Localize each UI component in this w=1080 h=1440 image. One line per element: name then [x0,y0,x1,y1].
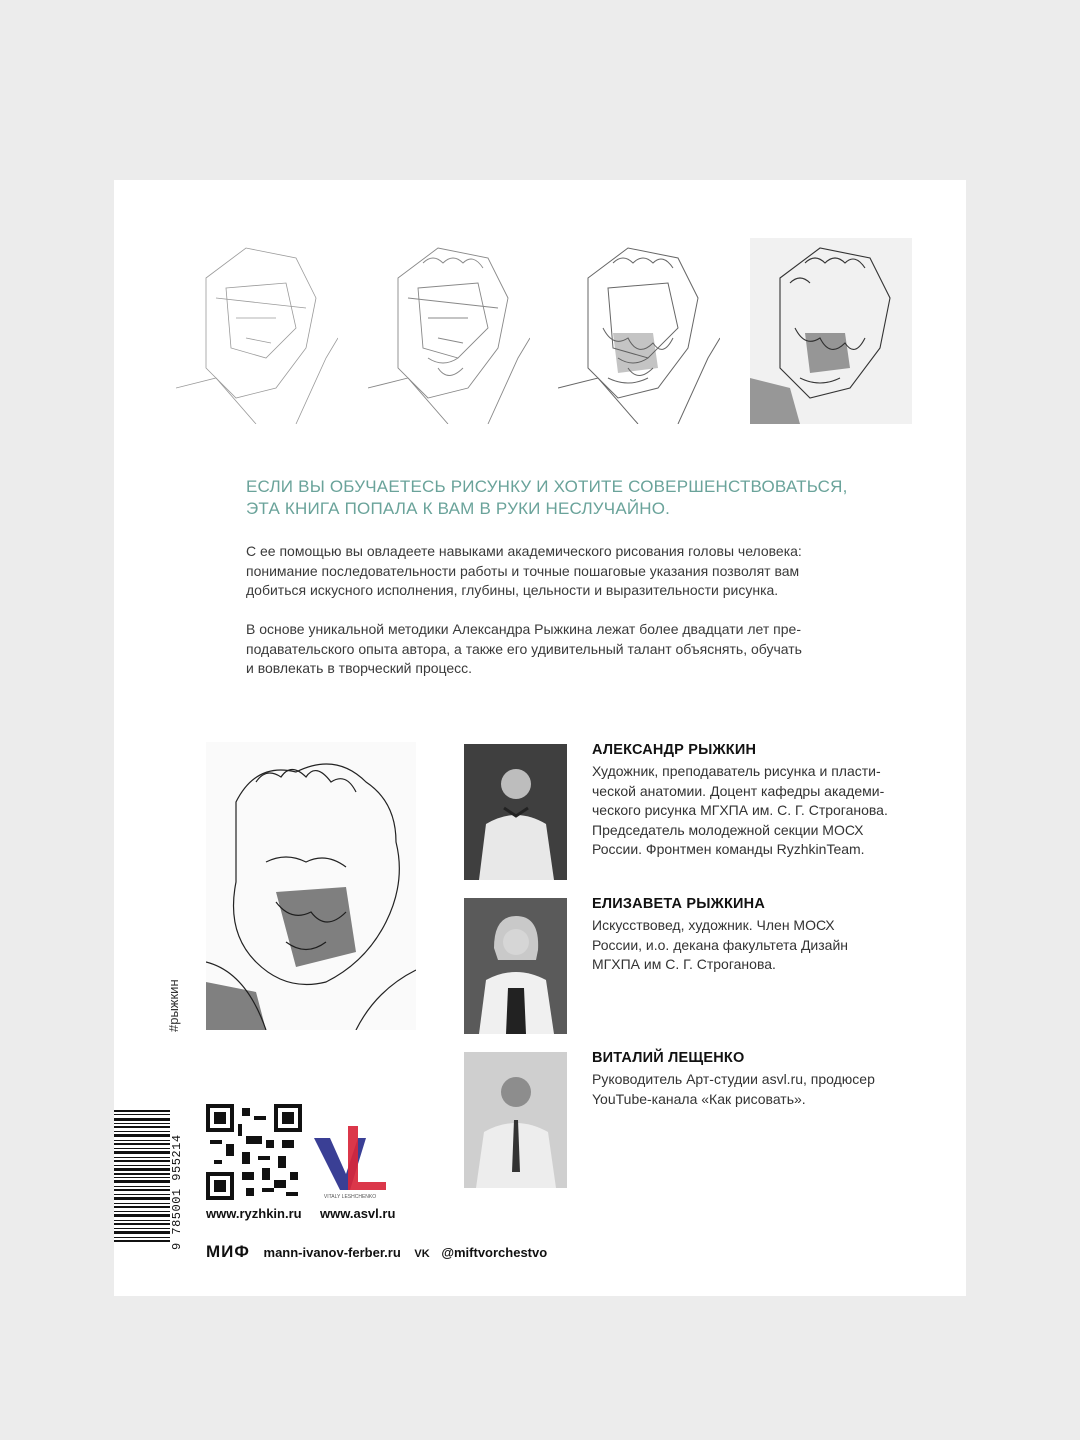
author-bio-line: России. Фронтмен команды RyzhkinTeam. [592,841,865,857]
author-bio-line: ческой анатомии. Доцент кафедры академи- [592,782,885,799]
bust-drawing [206,742,416,1030]
publisher-logo: МИФ [206,1242,250,1261]
author-name-1: АЛЕКСАНДР РЫЖКИН [592,742,757,758]
book-back-cover [114,180,966,1296]
author-bio-line: YouTube-канала «Как рисовать». [592,1090,806,1107]
author-bio-line: Художник, преподаватель рисунка и пласти- [592,763,881,779]
publisher-site[interactable]: mann-ivanov-ferber.ru [263,1245,401,1260]
paragraph-2-line: и вовлекать в творческий процесс. [246,660,473,676]
paragraph-2 [246,620,886,679]
vl-logo [310,1124,390,1200]
author-name-3: ВИТАЛИЙ ЛЕЩЕНКО [592,1050,745,1066]
sketch-stage-2 [368,238,530,424]
author-photo-2 [464,898,567,1034]
paragraph-2-line: В основе уникальной методики Александра Рыжкина лежат более двадцати лет пре- [246,621,801,637]
author-bio-line: МГХПА им С. Г. Строганова. [592,956,776,972]
isbn-barcode [114,1110,176,1242]
author-bio-line: Председатель молодежной секции МОСХ [592,821,864,838]
author-bio-line: Руководитель Арт-студии asvl.ru, продюсер [592,1071,875,1087]
paragraph-1-line: понимание последовательности работы и точные пошаговые указания позволят вам [246,562,800,579]
publisher-footer [206,1242,547,1262]
hashtag: #рыжкин [166,979,181,1032]
vk-icon[interactable]: VK [414,1248,430,1260]
author-bio-2 [592,916,932,975]
paragraph-1-line: С ее помощью вы овладеете навыками академического рисования головы человека: [246,543,802,559]
url-asvl[interactable]: www.asvl.ru [320,1206,396,1221]
qr-code [206,1104,302,1200]
sketch-stage-1 [176,238,338,424]
headline-line-2: ЭТА КНИГА ПОПАЛА К ВАМ В РУКИ НЕСЛУЧАЙНО. [246,499,671,518]
author-name-2: ЕЛИЗАВЕТА РЫЖКИНА [592,896,765,912]
author-bio-line: Искусствовед, художник. Член МОСХ [592,917,835,933]
author-bio-line: России, и.о. декана факультета Дизайн [592,936,848,953]
author-photo-3 [464,1052,567,1188]
url-ryzhkin[interactable]: www.ryzhkin.ru [206,1206,302,1221]
sketch-stage-3 [558,238,720,424]
paragraph-2-line: подавательского опыта автора, а также его удивительный талант объяснять, обучать [246,640,802,657]
paragraph-1 [246,542,886,601]
paragraph-1-line: добиться искусного исполнения, глубины, цельности и выразительности рисунка. [246,582,779,598]
sketch-stage-4 [750,238,912,424]
vl-logo-caption: VITALY LESHCHENKO [323,1194,377,1200]
author-photo-1 [464,744,567,880]
author-bio-line: ческого рисунка МГХПА им. С. Г. Строганова. [592,802,888,818]
headline [246,476,886,520]
headline-line-1: ЕСЛИ ВЫ ОБУЧАЕТЕСЬ РИСУНКУ И ХОТИТЕ СОВЕРШЕНСТВОВАТЬСЯ, [246,477,848,496]
author-bio-1 [592,762,932,860]
social-handle[interactable]: @miftvorchestvo [441,1245,548,1260]
isbn-number: 9 785001 955214 [170,1134,184,1250]
author-bio-3 [592,1070,932,1109]
